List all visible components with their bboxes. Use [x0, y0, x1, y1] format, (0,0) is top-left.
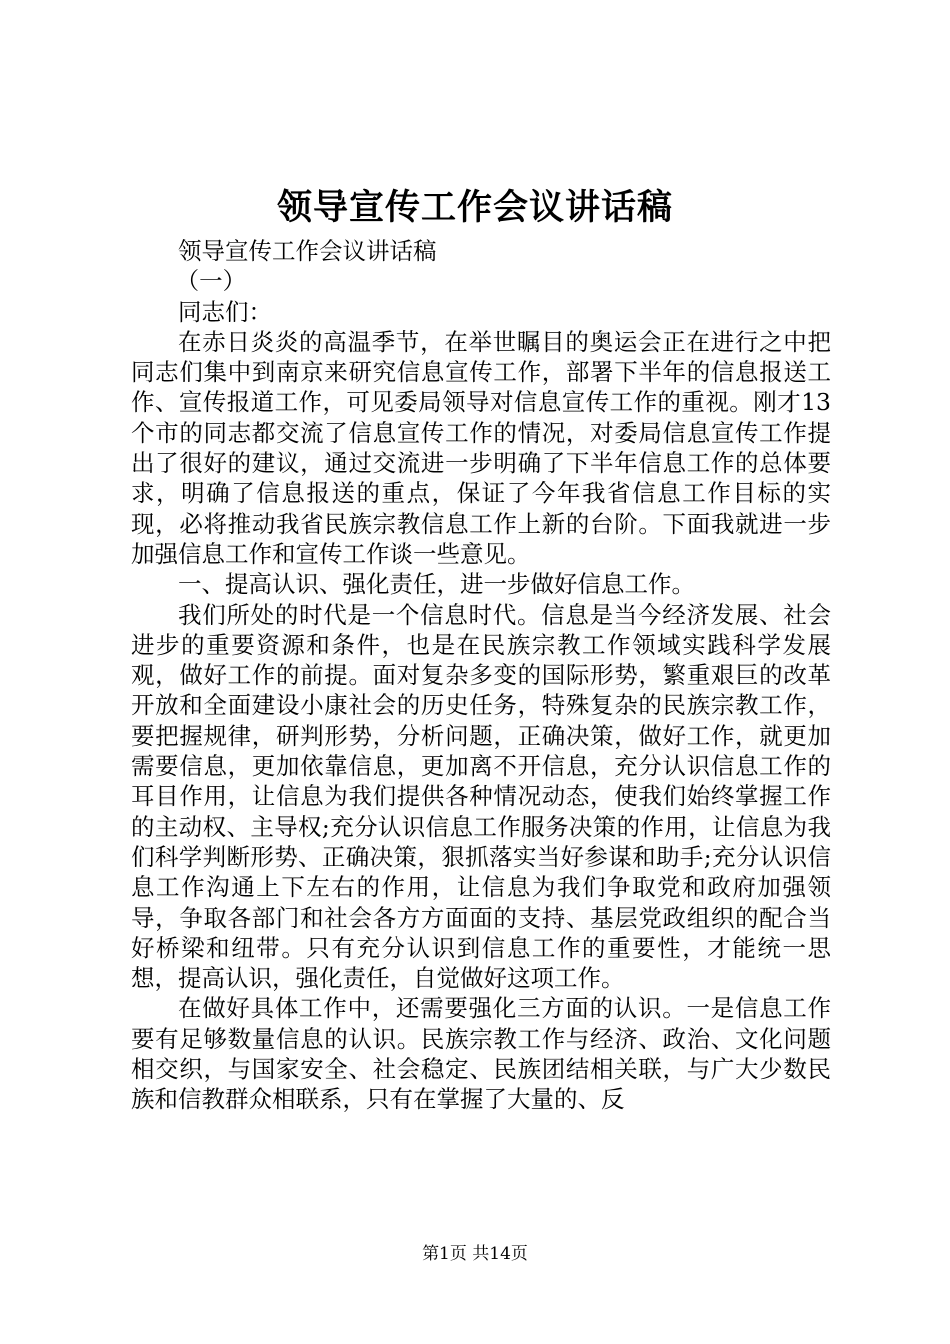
document-title: 领导宣传工作会议讲话稿 [276, 187, 673, 228]
section-number: （一） [175, 267, 247, 296]
page-indicator: 第1页 共14页 [422, 1244, 528, 1264]
paragraph: 在做好具体工作中，还需要强化三方面的认识。一是信息工作要有足够数量信息的认识。民族宗教工作与经济、政治、文化问题相交织，与国家安全、社会稳定、民族团结相关联，与广大少数民族和信教群众相联系，只有在掌握了大量的、反 [131, 994, 831, 1114]
paragraph: 在赤日炎炎的高温季节，在举世瞩目的奥运会正在进行之中把同志们集中到南京来研究信息宣传工作，部署下半年的信息报送工作、宣传报道工作，可见委局领导对信息宣传工作的重视。刚才13个市的同志都交流了信息宣传工作的情况，对委局信息宣传工作提出了很好的建议，通过交流进一步明确了下半年信息工作的总体要求，明确了信息报送的重点，保证了今年我省信息工作目标的实现，必将推动我省民族宗教信息工作上新的台阶。下面我就进一步加强信息工作和宣传工作谈一些意见。 [131, 327, 831, 568]
section-heading: 一、提高认识、强化责任，进一步做好信息工作。 [178, 570, 695, 599]
salutation: 同志们： [178, 297, 272, 326]
paragraph: 我们所处的时代是一个信息时代。信息是当今经济发展、社会进步的重要资源和条件，也是在民族宗教工作领域实践科学发展观，做好工作的前提。面对复杂多变的国际形势，繁重艰巨的改革开放和全面建设小康社会的历史任务，特殊复杂的民族宗教工作，要把握规律，研判形势，分析问题，正确决策，做好工作，就更加需要信息，更加依靠信息，更加离不开信息，充分认识信息工作的耳目作用，让信息为我们提供各种情况动态，使我们始终掌握工作的主动权、主导权;充分认识信息工作服务决策的作用，让信息为我们科学判断形势、正确决策，狠抓落实当好参谋和助手;充分认识信息工作沟通上下左右的作用，让信息为我们争取党和政府加强领导，争取各部门和社会各方方面面的支持、基层党政组织的配合当好桥梁和纽带。只有充分认识到信息工作的重要性，才能统一思想，提高认识，强化责任，自觉做好这项工作。 [131, 600, 831, 993]
document-body [131, 236, 831, 1115]
document-subtitle: 领导宣传工作会议讲话稿 [178, 237, 437, 265]
page-footer [0, 1242, 950, 1266]
